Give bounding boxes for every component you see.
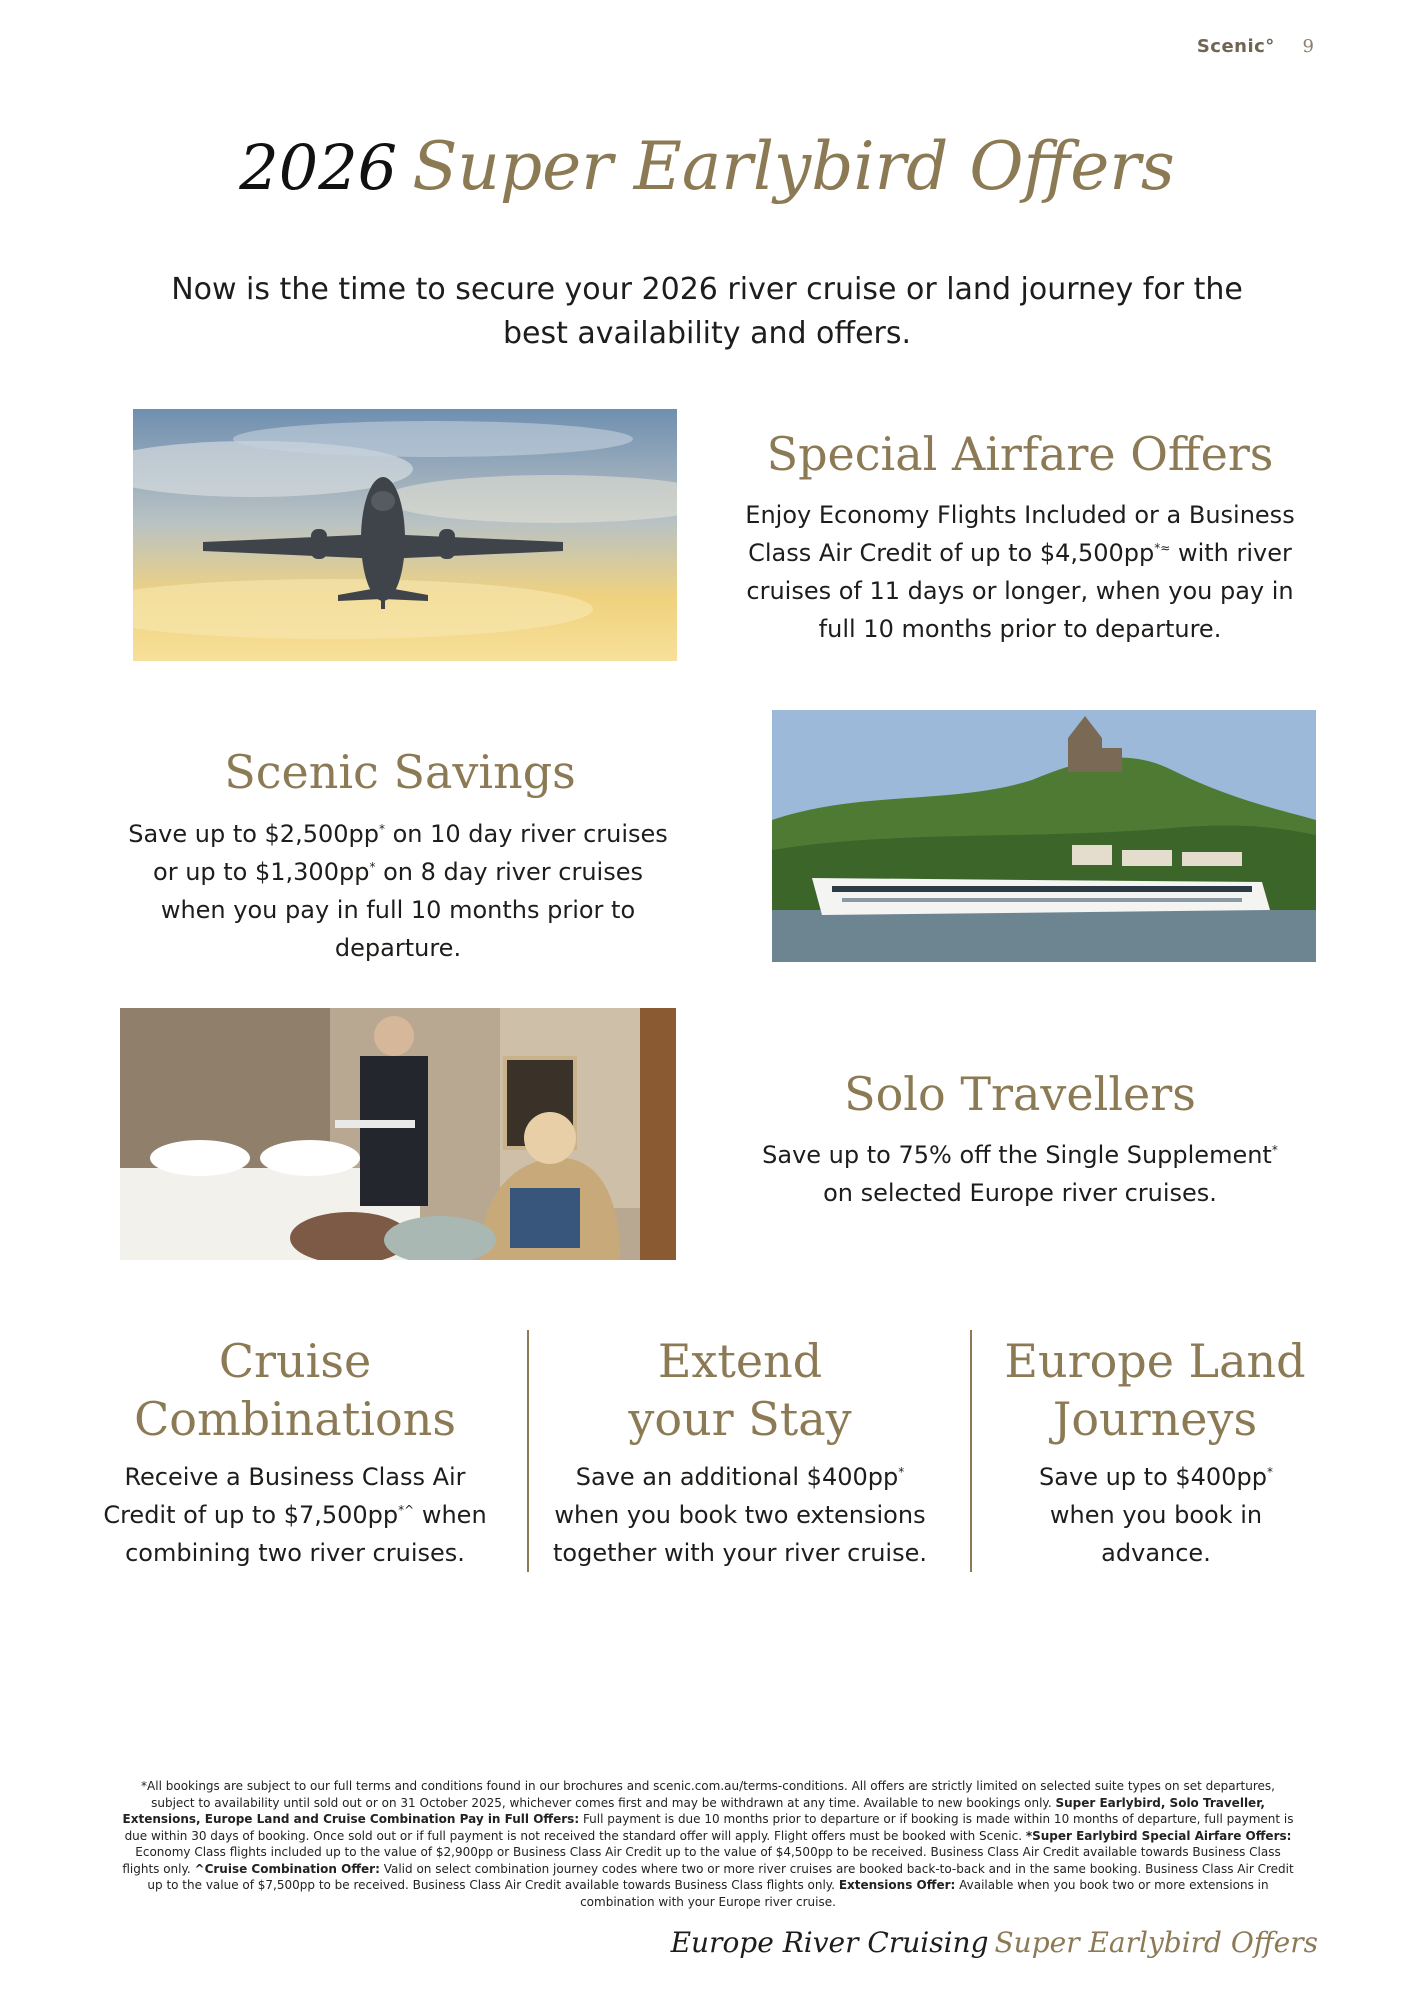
land-offer-text [1036,1458,1276,1572]
intro-text: Now is the time to secure your 2026 river cruise or land journey for the best availability and offers. [171,272,1243,351]
land-offer-title [985,1332,1325,1448]
page-number: 9 [1302,36,1314,57]
savings-offer-title: Scenic Savings [224,745,576,799]
footnote-marker: * [378,822,385,836]
land-title-line: Journeys [1052,1392,1258,1446]
extend-text-part: when you book two extensions together with your river cruise. [553,1501,927,1567]
solo-offer-title: Solo Travellers [844,1067,1196,1121]
footnote-marker: * [369,860,376,874]
fineprint-text: Available when you book two or more extensions in combination with your Europe river cruise. [580,1878,1269,1909]
fineprint-text: Valid on select combination journey codes where two or more river cruises are booked back-to-back and in the same booking. Business Class Air Credit up to the value of $7,500pp to be received. Business Class Air Credit available towards Business Class flights only. [147,1861,1294,1892]
land-title-line: Europe Land [1004,1334,1306,1388]
land-text-part: when you book in advance. [1049,1501,1263,1567]
footnote-marker: *≈ [1154,541,1171,555]
combinations-title-line: Combinations [134,1392,456,1446]
solo-text-part: on selected Europe river cruises. [823,1179,1217,1207]
page-title [0,128,1414,205]
footnote-marker: *^ [398,1503,415,1517]
fineprint-text: Full payment is due 10 months prior to departure or if booking is made within 10 months of departure, full payment is due within 30 days of booking. Once sold out or if full payment is not received the standard offer will apply. Flight offers must be booked with Scenic. [124,1812,1294,1843]
column-divider [527,1330,529,1572]
combinations-offer-text [86,1458,504,1572]
airfare-text-part: Enjoy Economy Flights Included or a Business Class Air Credit of up to $4,500pp [745,501,1295,567]
suite-photo [120,1008,676,1260]
extend-title-line: Extend [657,1334,823,1388]
river-cruise-photo [772,710,1316,962]
column-divider [970,1330,972,1572]
fineprint-text: *All bookings are subject to our full terms and conditions found in our brochures and scenic.com.au/terms-conditions. All offers are strictly limited on selected suite types on set departures, subject to availability until sold out or on 31 October 2025, whichever comes first and may be withdrawn at any time. Available to new bookings only. [141,1779,1275,1810]
terms-fineprint [120,1778,1296,1910]
airfare-offer-text [740,496,1300,648]
title-main: Super Earlybird Offers [412,128,1175,205]
airfare-text-part: with river cruises of 11 days or longer, when you pay in full 10 months prior to departure. [746,539,1294,643]
fineprint-heading: *Super Earlybird Special Airfare Offers: [1025,1828,1292,1843]
combinations-text-part: when combining two river cruises. [125,1501,487,1567]
footnote-marker: * [1271,1143,1278,1157]
land-text-part: Save up to $400pp [1039,1463,1267,1491]
extend-text-part: Save an additional $400pp [575,1463,899,1491]
combinations-text-part: Receive a Business Class Air Credit of up to $7,500pp [103,1463,466,1529]
brand-logo: Scenic° [1196,36,1275,57]
savings-text-part: on 8 day river cruises when you pay in full 10 months prior to departure. [160,858,643,962]
extend-offer-title [540,1332,940,1448]
extend-title-line: your Stay [628,1392,852,1446]
solo-offer-text [760,1136,1280,1212]
fineprint-heading: ^Cruise Combination Offer: [194,1861,380,1876]
footnote-marker: * [1266,1465,1273,1479]
footnote-marker: * [898,1465,905,1479]
airfare-offer-title: Special Airfare Offers [766,427,1274,481]
footer-title-light: Super Earlybird Offers [994,1926,1318,1959]
fineprint-heading: Extensions Offer: [838,1878,956,1892]
solo-text-part: Save up to 75% off the Single Supplement [762,1141,1272,1169]
savings-offer-text [118,815,678,967]
fineprint-text: Economy Class flights included up to the value of $2,900pp or Business Class Air Credit up to the value of $4,500pp to be received. Business Class Air Credit available towards Business Class flights only. [122,1845,1281,1876]
savings-text-part: Save up to $2,500pp [128,820,379,848]
footer-title-dark: Europe River Cruising [670,1926,989,1959]
airplane-photo [133,409,677,661]
savings-text-part: on 10 day river cruises or up to $1,300pp [153,820,668,886]
combinations-title-line: Cruise [218,1334,372,1388]
combinations-offer-title [80,1332,510,1448]
fineprint-heading: Super Earlybird, Solo Traveller, Extensions, Europe Land and Cruise Combination Pay in Full Offers: [122,1795,1265,1826]
title-year: 2026 [239,131,398,204]
page-header [1197,36,1314,57]
extend-offer-text [552,1458,928,1572]
footer-title [671,1926,1318,1959]
